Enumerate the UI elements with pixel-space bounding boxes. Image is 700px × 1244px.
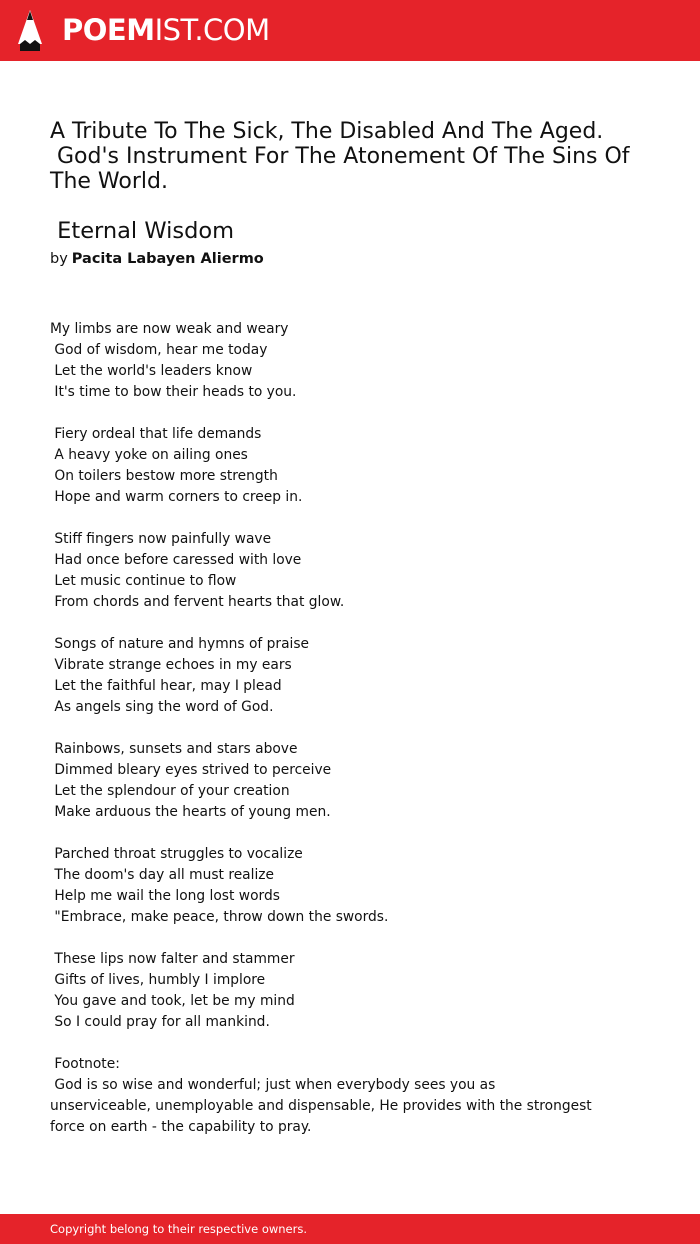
- poem-subtitle: Eternal Wisdom: [50, 218, 235, 244]
- author-name[interactable]: Pacita Labayen Aliermo: [71, 251, 264, 267]
- copyright-text: Copyright belong to their respective owners.: [50, 1222, 308, 1236]
- pencil-icon: [17, 10, 43, 52]
- poem-body: My limbs are now weak and weary God of wisdom, hear me today Let the world's leaders know It's time to bow their heads to you. Fiery ordeal that life demands A heavy yoke on ailing ones On toilers bestow more strength Hope and warm corners to creep in. Stiff fingers now painfully wave Had once before caressed with love Let music continue to flow From chords and fervent hearts that glow. Songs of nature and hymns of praise Vibrate strange echoes in my ears Let the faithful hear, may I plead As angels sing the word of God. Rainbows, sunsets and stars above Dimmed bleary eyes strived to perceive Let the splendour of your creation Make arduous the hearts of young men. Parched throat struggles to vocalize The doom's day all must realize Help me wail the long lost words "Embrace, make peace, throw down the swords. These lips now falter and stammer Gifts of lives, humbly I implore You gave and took, let be my mind So I could pray for all mankind. Footnote: God is so wise and wonderful; just when everybody sees you as unserviceable, unemployable and dispensable, He provides with the strongest force on earth - the capability to pray.: [50, 321, 592, 1135]
- logo-text-bold: POEM: [62, 13, 155, 47]
- byline: [50, 249, 264, 269]
- logo-text-light: IST.COM: [154, 13, 270, 47]
- site-footer: [0, 1214, 700, 1244]
- site-logo[interactable]: [62, 12, 270, 48]
- site-header: [0, 0, 700, 61]
- poem-title: A Tribute To The Sick, The Disabled And The Aged. God's Instrument For The Atonement Of The Sins Of The World.: [50, 119, 630, 194]
- by-label: by: [50, 251, 68, 267]
